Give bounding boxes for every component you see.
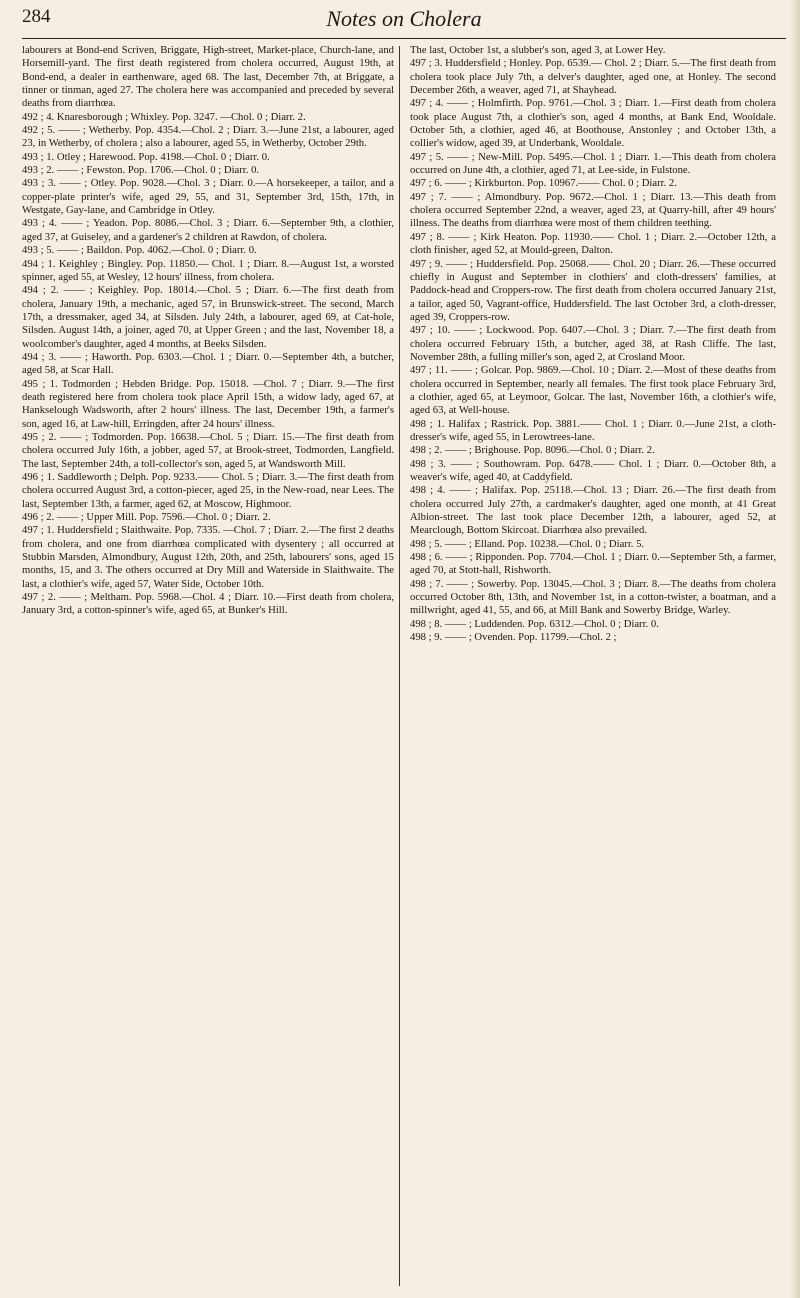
district-entry: 496 ; 1. Saddleworth ; Delph. Pop. 9233.—— Chol. 5 ; Diarr. 3.—The first death from cholera occurred August 3rd, a cotton-piecer, aged 25, in the New-road, near Lees. The last, September 13th, a farmer, aged 62, at Moscow, Highmoor. [22,472,394,510]
district-entry: 497 ; 7. —— ; Almondbury. Pop. 9672.—Chol. 1 ; Diarr. 13.—This death from cholera occurred September 22nd, a weaver, aged 23, at Quarry-hill, after 49 hours' illness. The deaths from diarrhœa were most of them children teething. [410,191,776,230]
page-number: 284 [22,6,51,27]
district-entry: 498 ; 3. —— ; Southowram. Pop. 6478.—— Chol. 1 ; Diarr. 0.—October 8th, a weaver's wife, aged 40, at Caddyfield. [410,458,776,483]
district-entry: 498 ; 7. —— ; Sowerby. Pop. 13045.—Chol. 3 ; Diarr. 8.—The deaths from cholera occurred October 8th, 13th, and November 1st, in a cotton-twister, a boatman, and a millwright, aged 41, 55, and 66, at Mill Bank and Sowerby Bridge, Warley. [410,578,776,617]
district-entry: 496 ; 2. —— ; Upper Mill. Pop. 7596.—Chol. 0 ; Diarr. 2. [22,512,271,524]
district-entry: 498 ; 5. —— ; Elland. Pop. 10238.—Chol. 0 ; Diarr. 5. [410,538,645,550]
district-entry: 493 ; 1. Otley ; Harewood. Pop. 4198.—Chol. 0 ; Diarr. 0. [22,151,270,163]
district-entry: 494 ; 1. Keighley ; Bingley. Pop. 11850.— Chol. 1 ; Diarr. 8.—August 1st, a worsted spinner, aged 55, at Wesley, 12 hours' illness, from cholera. [22,258,394,283]
left-column [22,44,394,618]
district-entry: 495 ; 1. Todmorden ; Hebden Bridge. Pop. 15018. —Chol. 7 ; Diarr. 9.—The first death registered here from cholera took place April 15th, a widow lady, aged 67, at Hankselough Wadsworth, after 2 hours' illness. The last, December 19th, a farmer's son, aged 16, at Law-hill, Erringden, after 24 hours' illness. [22,378,394,430]
district-entry: 493 ; 5. —— ; Baildon. Pop. 4062.—Chol. 0 ; Diarr. 0. [22,245,257,257]
district-entry: 497 ; 4. —— ; Holmfirth. Pop. 9761.—Chol. 3 ; Diarr. 1.—First death from cholera took place August 7th, a clothier's son, aged 4 months, at Bank End, Wooldale. October 5th, a clothier, aged 46, at Boothouse, Anstonley ; and October 13th, a collier's widow, aged 39, at Underbank, Wooldale. [410,98,776,150]
district-entry: 498 ; 1. Halifax ; Rastrick. Pop. 3881.—— Chol. 1 ; Diarr. 0.—June 21st, a cloth-dresser's wife, aged 55, in Lerowtrees-lane. [410,418,776,443]
district-entry: 497 ; 10. —— ; Lockwood. Pop. 6407.—Chol. 3 ; Diarr. 7.—The first death from cholera occurred February 15th, a butcher, aged 38, at Rash Cliffe. The last, November 28th, a fulling miller's son, aged 2, at Crosland Moor. [410,325,776,363]
district-entry: 497 ; 5. —— ; New-Mill. Pop. 5495.—Chol. 1 ; Diarr. 1.—This death from cholera occurred on June 4th, a clothier, aged 71, at Lee-side, in Fulstone. [410,151,776,177]
page-edge-shadow [790,0,800,1298]
district-entry: 498 ; 8. —— ; Luddenden. Pop. 6312.—Chol. 0 ; Diarr. 0. [410,618,659,630]
district-entry: 497 ; 6. —— ; Kirkburton. Pop. 10967.—— Chol. 0 ; Diarr. 2. [410,178,677,190]
district-entry: labourers at Bond-end Scriven, Briggate, High-street, Market-place, Church-lane, and Horsemill-yard. The first death registered from cholera occurred, August 19th, at Bond-end, a dealer in earthenware, aged 68. The last, December 7th, at Briggate, a tinner or tinman, aged 27. The cholera here was accompanied and preceded by several deaths from diarrhœa. [22,45,394,110]
district-entry: 493 ; 4. —— ; Yeadon. Pop. 8086.—Chol. 3 ; Diarr. 6.—September 9th, a clothier, aged 37, at Guiseley, and a gardener's 2 children at Rawdon, of cholera. [22,218,394,243]
page-header [22,6,786,36]
district-entry: 492 ; 4. Knaresborough ; Whixley. Pop. 3247. —Chol. 0 ; Diarr. 2. [22,111,306,123]
district-entry: 495 ; 2. —— ; Todmorden. Pop. 16638.—Chol. 5 ; Diarr. 15.—The first death from cholera occurred July 16th, a jobber, aged 57, at Brook-street, Todmorden, Langfield. The last, September 24th, a toll-collector's son, aged 5, at Wandsworth Mill. [22,431,394,470]
district-entry: 497 ; 1. Huddersfield ; Slaithwaite. Pop. 7335. —Chol. 7 ; Diarr. 2.—The first 2 deaths from cholera, and one from diarrhœa complicated with dysentery ; all occurred at Stubbin Marsden, Almondbury, August 12th, 20th, and 25th, labourers' sons, aged 15 months, 15, and 3. The others occurred at Dry Mill and Waterside in Slaithwaite. The last, a clothier's wife, aged 57, Water Side, October 10th. [22,525,394,590]
district-entry: 498 ; 9. —— ; Ovenden. Pop. 11799.—Chol. 2 ; [410,632,617,644]
district-entry: 497 ; 11. —— ; Golcar. Pop. 9869.—Chol. 10 ; Diarr. 2.—Most of these deaths from cholera occurred in September, nearly all females. The first took place February 3rd, a clothier, aged 65, at Leymoor, Golcar. The last, November 16th, a clothier's wife, aged 63, at Well-house. [410,365,776,417]
running-title: Notes on Cholera [326,6,482,31]
district-entry: The last, October 1st, a slubber's son, aged 3, at Lower Hey. [410,45,666,56]
district-entry: 497 ; 2. —— ; Meltham. Pop. 5968.—Chol. 4 ; Diarr. 10.—First death from cholera, January 3rd, a cotton-spinner's wife, aged 65, at Bunker's Hill. [22,592,394,617]
district-entry: 498 ; 4. —— ; Halifax. Pop. 25118.—Chol. 13 ; Diarr. 26.—The first death from cholera occurred July 27th, a cardmaker's daughter, aged one month, at 41 Great Albion-street. The last took place December 12th, a labourer, aged 52, at Mearclough, Bottom Skircoat. Diarrhœa also prevailed. [410,485,776,537]
column-divider [399,46,400,1286]
district-entry: 493 ; 2. —— ; Fewston. Pop. 1706.—Chol. 0 ; Diarr. 0. [22,165,260,177]
district-entry: 498 ; 6. —— ; Ripponden. Pop. 7704.—Chol. 1 ; Diarr. 0.—September 5th, a farmer, aged 70, at Stott-hall, Rishworth. [410,552,776,577]
district-entry: 497 ; 3. Huddersfield ; Honley. Pop. 6539.— Chol. 2 ; Diarr. 5.—The first death from cholera took place July 7th, a delver's daughter, aged one, at Honley. The second December 26th, a weaver, aged 71, at Shayhead. [410,58,776,97]
district-entry: 493 ; 3. —— ; Otley. Pop. 9028.—Chol. 3 ; Diarr. 0.—A horsekeeper, a tailor, and a copper-plate printer's wife, aged 29, 55, and 31, September 3rd, 15th, 17th, in Westgate, Gay-lane, and Cambridge in Otley. [22,178,394,217]
district-entry: 497 ; 9. —— ; Huddersfield. Pop. 25068.—— Chol. 20 ; Diarr. 26.—These occurred chiefly in August and September in clothiers' and cloth-dressers' families, at Paddock-head and Croppers-row. The first death from cholera occurred January 21st, a tailor, aged 50, Vagrant-office, Huddersfield. The last October 3rd, a cloth-dresser, aged 39, Croppers-row. [410,258,776,323]
district-entry: 498 ; 2. —— ; Brighouse. Pop. 8096.—Chol. 0 ; Diarr. 2. [410,445,655,457]
right-column [410,44,776,644]
district-entry: 497 ; 8. —— ; Kirk Heaton. Pop. 11930.—— Chol. 1 ; Diarr. 2.—October 12th, a cloth finisher, aged 52, at Mould-green, Dalton. [410,231,776,257]
district-entry: 494 ; 3. —— ; Haworth. Pop. 6303.—Chol. 1 ; Diarr. 0.—September 4th, a butcher, aged 58, at Scar Hall. [22,351,394,377]
district-entry: 492 ; 5. —— ; Wetherby. Pop. 4354.—Chol. 2 ; Diarr. 3.—June 21st, a labourer, aged 23, in Wetherby, of cholera ; also a labourer, aged 55, in Wetherby, October 29th. [22,125,394,150]
district-entry: 494 ; 2. —— ; Keighley. Pop. 18014.—Chol. 5 ; Diarr. 6.—The first death from cholera, January 19th, a mechanic, aged 57, in Brunswick-street. The second, March 17th, a dressmaker, aged 34, at Silsden. July 24th, a labourer, aged 69, at Cat-hole, Silsden. August 14th, a joiner, aged 70, at Upper Green ; and the last, November 18, a woolcomber's daughter, aged 4 months, at Beeks Silsden. [22,285,394,350]
header-rule [22,38,786,39]
